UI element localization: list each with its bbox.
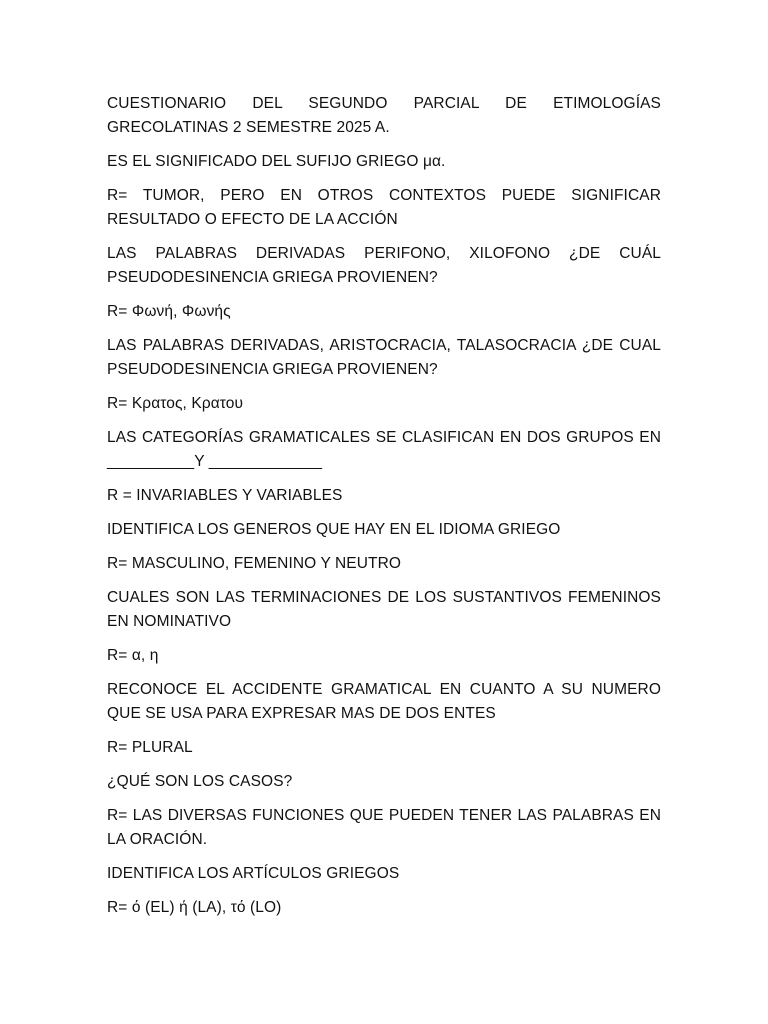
answer-1: R= TUMOR, PERO EN OTROS CONTEXTOS PUEDE SIGNIFICAR RESULTADO O EFECTO DE LA ACCIÓN bbox=[107, 187, 661, 228]
answer-5: R= MASCULINO, FEMENINO Y NEUTRO bbox=[107, 555, 402, 572]
answer-2: R= Φωνή, Φωνής bbox=[107, 303, 231, 320]
answer-9: R= ό (EL) ή (LA), τό (LO) bbox=[107, 899, 282, 916]
question-3: LAS PALABRAS DERIVADAS, ARISTOCRACIA, TALASOCRACIA ¿DE CUAL PSEUDODESINENCIA GRIEGA PROVIENEN? bbox=[107, 337, 661, 378]
question-2: LAS PALABRAS DERIVADAS PERIFONO, XILOFONO ¿DE CUÁL PSEUDODESINENCIA GRIEGA PROVIENEN? bbox=[107, 245, 661, 286]
answer-6: R= α, η bbox=[107, 647, 159, 664]
question-8: ¿QUÉ SON LOS CASOS? bbox=[107, 773, 293, 790]
question-4: LAS CATEGORÍAS GRAMATICALES SE CLASIFICAN EN DOS GRUPOS EN __________Y _____________ bbox=[107, 429, 661, 470]
answer-4: R = INVARIABLES Y VARIABLES bbox=[107, 487, 343, 504]
question-9: IDENTIFICA LOS ARTÍCULOS GRIEGOS bbox=[107, 865, 400, 882]
document-title: CUESTIONARIO DEL SEGUNDO PARCIAL DE ETIMOLOGÍAS GRECOLATINAS 2 SEMESTRE 2025 A. bbox=[107, 95, 661, 136]
document-page bbox=[107, 92, 661, 930]
question-1: ES EL SIGNIFICADO DEL SUFIJO GRIEGO μα. bbox=[107, 153, 446, 170]
answer-7: R= PLURAL bbox=[107, 739, 193, 756]
answer-8: R= LAS DIVERSAS FUNCIONES QUE PUEDEN TENER LAS PALABRAS EN LA ORACIÓN. bbox=[107, 807, 661, 848]
answer-3: R= Κρατος, Κρατου bbox=[107, 395, 244, 412]
question-5: IDENTIFICA LOS GENEROS QUE HAY EN EL IDIOMA GRIEGO bbox=[107, 521, 561, 538]
question-6: CUALES SON LAS TERMINACIONES DE LOS SUSTANTIVOS FEMENINOS EN NOMINATIVO bbox=[107, 589, 661, 630]
question-7: RECONOCE EL ACCIDENTE GRAMATICAL EN CUANTO A SU NUMERO QUE SE USA PARA EXPRESAR MAS DE DOS ENTES bbox=[107, 681, 661, 722]
